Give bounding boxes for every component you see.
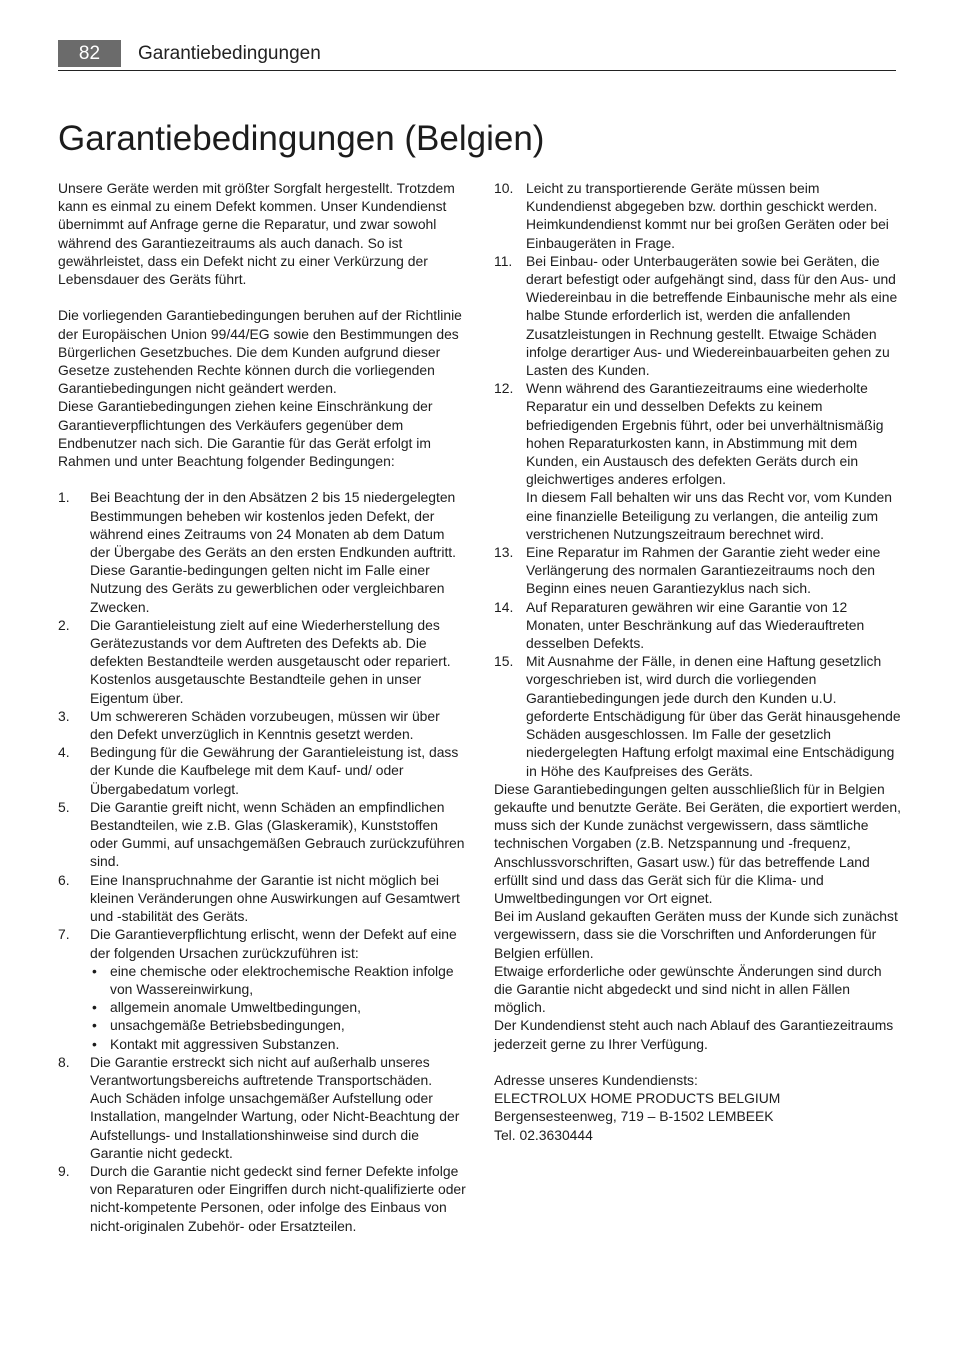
bullet-text: allgemein anomale Umweltbedingungen,	[110, 999, 361, 1016]
address-company: ELECTROLUX HOME PRODUCTS BELGIUM	[494, 1090, 781, 1107]
bullet-text: unsachgemäße Betriebsbedingungen,	[110, 1017, 345, 1034]
item-number: 13.	[494, 544, 514, 561]
item-text: Die Garantieleistung zielt auf eine Wiederherstellung des Gerätezustands vor dem Auftreten des Defekts ab. Die defekten Bestandteile werden ausgetauscht oder repariert. Kostenlos ausgetauschte Bestandteile gehen in unser Eigentum über.	[90, 616, 451, 706]
item-text: Bei Einbau- oder Unterbaugeräten sowie bei Geräten, die derart befestigt oder aufgehängt sind, dass für den Aus- und Wiedereinbau in die betreffende Einbaunische mehr als eine halbe Stunde erforderlich ist, werden die anfallenden Zusatzleistungen in Rechnung gestellt. Etwaige Schäden infolge derartiger Aus- und Wiedereinbauarbeiten gehen zu Lasten des Kunden.	[526, 252, 898, 379]
condition-item-7	[58, 925, 466, 1052]
closing-paragraph-3: Etwaige erforderliche oder gewünschte Änderungen sind durch die Garantie nicht abgedeckt und sind nicht in allen Fällen möglich.	[494, 962, 882, 1016]
bullet-icon: •	[92, 1035, 97, 1052]
condition-item-10	[494, 179, 902, 252]
bullet-text: eine chemische oder elektrochemische Reaktion infolge von Wassereinwirkung,	[110, 962, 454, 997]
condition-item-14	[494, 598, 902, 653]
right-column	[494, 179, 902, 1144]
condition-item-6	[58, 871, 466, 926]
item-number: 12.	[494, 380, 514, 397]
item-number: 8.	[58, 1053, 70, 1070]
bullet-item	[90, 962, 466, 998]
item-extra-text: In diesem Fall behalten wir uns das Recht vor, vom Kunden eine finanzielle Beteiligung zu verlangen, die anteilig zum verstrichenen Nutzungszeitraum berechnet wird.	[526, 489, 892, 542]
closing-paragraph-4: Der Kundendienst steht auch nach Ablauf des Garantiezeitraums jederzeit gerne zu Ihrer Verfügung.	[494, 1017, 894, 1052]
bullet-icon: •	[92, 962, 97, 979]
left-column	[58, 179, 466, 1235]
condition-item-13	[494, 543, 902, 598]
condition-item-8	[58, 1053, 466, 1162]
page-number: 82	[58, 40, 121, 67]
item-text: Bei Beachtung der in den Absätzen 2 bis 15 niedergelegten Bestimmungen beheben wir kostenlos jeden Defekt, der während eines Zeitraums von 24 Monaten ab dem Datum der Übergabe des Geräts an den ersten Endkunden auftritt. Diese Garantie-bedingungen gelten nicht im Falle einer Nutzung des Geräts zu gewerblichen oder vergleichbaren Zwecken.	[90, 489, 457, 615]
item-text: Die Garantieverpflichtung erlischt, wenn der Defekt auf eine der folgenden Ursachen zurückzuführen ist:	[90, 926, 457, 961]
condition-item-4	[58, 743, 466, 798]
address-street: Bergensesteenweg, 719 – B-1502 LEMBEEK	[494, 1108, 774, 1125]
page-title: Garantiebedingungen (Belgien)	[58, 119, 545, 158]
item-number: 6.	[58, 871, 70, 888]
intro-paragraph-3: Diese Garantiebedingungen ziehen keine Einschränkung der Garantieverpflichtungen des Verkäufers gegenüber dem Endbenutzer nach sich. Die Garantie für das Gerät erfolgt im Rahmen und unter Beachtung folgender Bedingungen:	[58, 398, 433, 470]
item-text: Um schwereren Schäden vorzubeugen, müssen wir über den Defekt unverzüglich in Kenntnis gesetzt werden.	[90, 707, 440, 743]
closing-paragraph-1: Diese Garantiebedingungen gelten ausschließlich für in Belgien gekaufte und benutzte Geräte. Bei Geräten, die exportiert werden, muss sich der Kunde zunächst vergewissern, dass sämtliche technischen Vorgaben (z.B. Netzspannung und -frequenz, Anschlussvorschriften, Gasart usw.) für das betreffende Land erfüllt sind und dass das Gerät sich für die Klima- und Umweltbedingungen vor Ort eignet.	[494, 780, 901, 906]
item-number: 15.	[494, 653, 514, 670]
intro-paragraph-2: Die vorliegenden Garantiebedingungen beruhen auf der Richtlinie der Europäischen Union 99/44/EG sowie den Bestimmungen des Bürgerlichen Gesetzbuches. Die dem Kunden aufgrund dieser Gesetze zustehenden Rechte können durch die vorliegenden Garantiebedingungen nicht geändert werden.	[58, 307, 462, 397]
bullet-text: Kontakt mit aggressiven Substanzen.	[110, 1035, 340, 1052]
item-number: 10.	[494, 180, 514, 196]
item-text: Eine Reparatur im Rahmen der Garantie zieht weder eine Verlängerung des normalen Garantiezeitraums noch den Beginn eines neuen Garantiezyklus nach sich.	[526, 544, 881, 597]
item-text: Auf Reparaturen gewähren wir eine Garantie von 12 Monaten, unter Beschränkung auf das Wiederauftreten desselben Defekts.	[526, 598, 865, 652]
closing-paragraph-2: Bei im Ausland gekauften Geräten muss der Kunde sich zunächst vergewissern, dass sie die Vorschriften und Anforderungen für Belgien erfüllen.	[494, 908, 898, 961]
bullet-item	[90, 998, 466, 1016]
section-title: Garantiebedingungen	[138, 43, 321, 64]
page-header	[58, 40, 896, 71]
condition-item-1	[58, 488, 466, 615]
bullet-item	[90, 1035, 466, 1053]
condition-item-2	[58, 616, 466, 707]
item-text: Wenn während des Garantiezeitraums eine wiederholte Reparatur ein und desselben Defekts zu keinem befriedigenden Ergebnis führt, oder bei unverhältnismäßig hohen Reparaturkosten kann, in Abstimmung mit dem Kunden, ein Austausch des defekten Geräts durch ein gleichwertiges anderes erfolgen.	[526, 380, 884, 488]
item-text: Leicht zu transportierende Geräte müssen beim Kundendienst abgegeben bzw. dorthin geschickt werden. Heimkundendienst kommt nur bei großen Geräten oder bei Einbaugeräten in Frage.	[526, 180, 889, 251]
address-phone: Tel. 02.3630444	[494, 1126, 593, 1143]
item-text: Bedingung für die Gewährung der Garantieleistung ist, dass der Kunde die Kaufbelege mit dem Kauf- und/ oder Übergabedatum vorlegt.	[90, 744, 459, 797]
item-number: 14.	[494, 598, 514, 615]
item-number: 2.	[58, 616, 70, 633]
item-text: Eine Inanspruchnahme der Garantie ist nicht möglich bei kleinen Veränderungen ohne Auswirkungen auf Gesamtwert und -stabilität des Geräts.	[90, 871, 460, 925]
item-number: 11.	[494, 252, 513, 269]
item-text: Die Garantie erstreckt sich nicht auf außerhalb unseres Verantwortungsbereichs auftretende Transportschäden. Auch Schäden infolge unsachgemäßer Aufstellung oder Installation, mangelnder Wartung, oder Nicht-Beachtung der Aufstellungs- und Installationshinweise sind durch die Garantie nicht gedeckt.	[90, 1053, 460, 1161]
item-number: 1.	[58, 489, 70, 506]
condition-item-11	[494, 252, 902, 379]
bullet-icon: •	[92, 1017, 97, 1034]
item-number: 5.	[58, 798, 70, 815]
condition-item-5	[58, 798, 466, 871]
item-number: 4.	[58, 744, 70, 761]
bullet-item	[90, 1016, 466, 1034]
item-text: Mit Ausnahme der Fälle, in denen eine Haftung gesetzlich vorgeschrieben ist, wird durch die vorliegenden Garantiebedingungen jede durch den Kunden u.U. geforderte Entschädigung für über das Gerät hinausgehende Schäden ausgeschlossen. Im Falle der gesetzlich niedergelegten Haftung erfolgt maximal eine Entschädigung in Höhe des Kaufpreises des Geräts.	[526, 653, 901, 779]
condition-item-15	[494, 652, 902, 779]
bullet-icon: •	[92, 999, 97, 1016]
item-text: Durch die Garantie nicht gedeckt sind ferner Defekte infolge von Reparaturen oder Eingriffen durch nicht-qualifizierte oder nicht-kompetente Personen, oder infolge des Einbaus von nicht-originalen Zubehör- oder Ersatzteilen.	[90, 1162, 466, 1234]
item-number: 7.	[58, 926, 70, 943]
condition-item-9	[58, 1162, 466, 1235]
intro-paragraph-1: Unsere Geräte werden mit größter Sorgfalt hergestellt. Trotzdem kann es einmal zu einem Defekt kommen. Unser Kundendienst übernimmt auf Anfrage gerne die Reparatur, und zwar sowohl während des Garantiezeitraums als auch danach. So ist gewährleistet, dass ein Defekt nicht zu einer Verkürzung der Lebensdauer des Geräts führt.	[58, 180, 455, 288]
item-number: 9.	[58, 1162, 70, 1179]
item-text: Die Garantie greift nicht, wenn Schäden an empfindlichen Bestandteilen, wie z.B. Glas (Glaskeramik), Kunststoffen oder Gummi, auf unsachgemäßen Gebrauch zurückzuführen sind.	[90, 798, 465, 870]
address-label: Adresse unseres Kundendiensts:	[494, 1071, 698, 1088]
condition-item-3	[58, 707, 466, 743]
condition-item-12	[494, 379, 902, 543]
item-number: 3.	[58, 707, 70, 724]
